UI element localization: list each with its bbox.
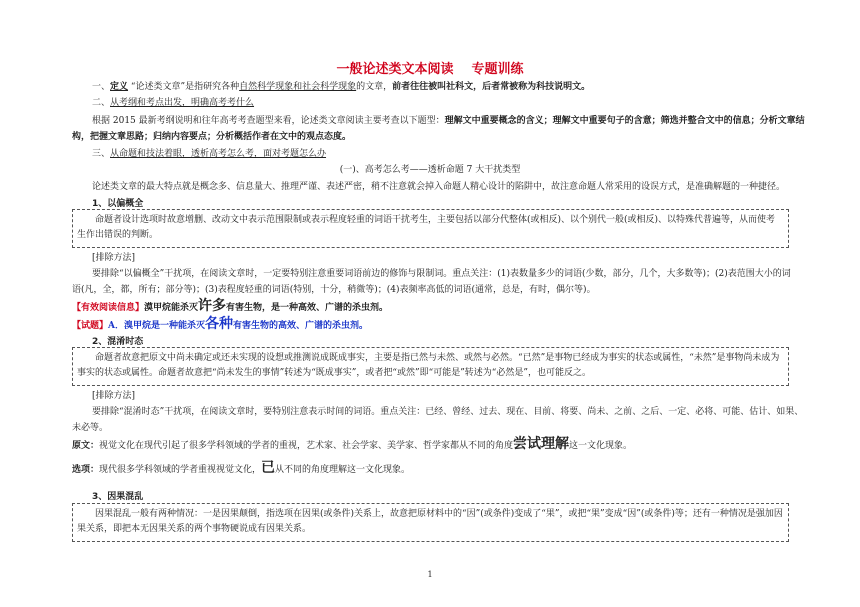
- section-2-heading: [92, 97, 254, 110]
- example-emphasis: 各种: [205, 316, 233, 332]
- example-text-2: 有害生物的高效、广谱的杀虫剂。: [233, 321, 369, 331]
- section-3-heading: [92, 148, 326, 161]
- definition-text-2: 的文章，: [356, 82, 393, 92]
- option-emphasis: 已: [261, 460, 276, 476]
- method-text-1b: 语(凡，全，都，所有；部分等)；(3)表程度轻重的词语(特别，十分，稍微等)；(4)表频率高低的词语(通常，总是，有时，偶尔等)。: [72, 285, 596, 295]
- original-content-2: 这一文化现象。: [569, 441, 633, 451]
- title-main: 一般论述类文本阅读: [336, 62, 454, 77]
- section-number: 二、: [92, 98, 111, 108]
- section-3-title: 从命题和技法着眼，透析高考怎么考，面对考题怎么办: [110, 149, 327, 159]
- definition-text: “论述类文章”是指研究各种: [130, 82, 240, 92]
- example-emphasis: 许多: [198, 298, 227, 314]
- section-1-definition: [92, 81, 590, 94]
- heading-partial-for-whole: 1、以偏概全: [92, 199, 144, 209]
- para-bold: 理解文中重要概念的含义；理解文中重要句子的含意；筛选并整合文中的信息；分析文章结: [444, 116, 805, 126]
- example-tag: 【试题】: [72, 321, 109, 331]
- section-2-title: 从考纲和考点出发，明确高考考什么: [110, 98, 255, 108]
- original-content: 视觉文化在现代引起了很多学科领域的学者的重视，艺术家、社会学家、美学家、哲学家都从不同的角度: [99, 441, 514, 451]
- option-content: 现代很多学科领域的学者重视视觉文化，: [99, 465, 262, 475]
- original-label: 原文：: [72, 441, 100, 451]
- example-text-2: 有害生物，是一种高效、广谱的杀虫剂。: [226, 303, 389, 313]
- title-sub: 专题训练: [471, 62, 524, 77]
- example-tag: 【有效阅读信息】: [72, 303, 145, 313]
- original-emphasis: 尝试理解: [513, 436, 570, 452]
- section-2-para-line1: [92, 115, 805, 128]
- box-text: 命题者设计选项时故意增删、改动文中表示范围限制或表示程度轻重的词语干扰考生，主要包括以部分代整体(或相反)、以个别代一般(或相反)、以特殊代普遍等，从而使考生作出错误的判断。: [77, 215, 776, 240]
- box-confused-tense: [72, 347, 789, 386]
- para-text: 根据 2015 最新考纲说明和往年高考考查题型来看，论述类文章阅读主要考查以下题型：: [92, 116, 445, 126]
- method-label-2: [排除方法]: [92, 391, 136, 401]
- definition-underlined: 自然科学现象和社会科学现象: [239, 82, 357, 92]
- method-label-1: [排除方法]: [92, 253, 136, 263]
- section-2-para-line2: 构，把握文章思路；归纳内容要点；分析概括作者在文中的观点态度。: [72, 132, 352, 142]
- definition-bold: 前者往往被叫社科文，后者常被称为科技说明文。: [392, 82, 591, 92]
- section-number: 三、: [92, 149, 111, 159]
- example-text: 漠甲烷能杀灭: [144, 303, 199, 313]
- box-text: 因果混乱一般有两种情况：一是因果颠倒，指选项在因果(或条件)关系上，故意把原材料中的“因”(或条件)变成了“果”，或把“果”变成“因”(或条件)等；还有一种情况是强加因果关系，即把本无因果关系的两个事物硬说成有因果关系。: [77, 509, 783, 534]
- box-partial-for-whole: [72, 209, 789, 248]
- page-number: 1: [427, 570, 433, 579]
- definition-label: 定义: [110, 82, 129, 92]
- option-content-2: 从不同的角度理解这一文化现象。: [275, 465, 411, 475]
- heading-confused-tense: 2、混淆时态: [92, 337, 144, 347]
- heading-causal-confusion: 3、因果混乱: [92, 492, 144, 502]
- box-text: 命题者故意把原文中尚未确定或还未实现的设想或推测说成既成事实，主要是指已然与未然、或然与必然。“已然”是事物已经成为事实的状态或属性，“未然”是事物尚未成为事实的状态或属性。命题者故意把“尚未发生的事情”转述为“既成事实”，或者把“或然”即“可能是”转述为“必然是”，也可能反之。: [77, 353, 780, 378]
- method-text-2a: 要排除“混淆时态”干扰项，在阅读文章时，要特别注意表示时间的词语。重点关注：已经、曾经、过去、现在、目前、将要、尚未、之前、之后、一定、必将、可能、估计、如果、: [92, 407, 804, 417]
- intro-paragraph: 论述类文章的最大特点就是概念多、信息量大、推理严谨、表述严密，稍不注意就会掉入命题人精心设计的陷阱中，故注意命题人常采用的设误方式，是准确解题的一种捷径。: [92, 182, 786, 192]
- document-title: [0, 62, 860, 78]
- subheading: (一)、高考怎么考——透析命题 7 大干扰类型: [339, 165, 521, 175]
- original-text: [72, 438, 632, 453]
- box-causal-confusion: [72, 503, 789, 542]
- option-label: 选项：: [72, 465, 100, 475]
- example-test-item: [72, 318, 368, 333]
- method-text-2b: 未必等。: [72, 423, 109, 433]
- example-effective-info: [72, 300, 388, 315]
- option-text: [72, 462, 410, 477]
- section-number: 一、: [92, 82, 111, 92]
- method-text-1a: 要排除“以偏概全”干扰项，在阅读文章时，一定要特别注意重要词语前边的修饰与限制词。重点关注：(1)表数量多少的词语(少数，部分，几个，大多数等)；(2)表范围大小的词: [92, 269, 791, 279]
- example-text: A．溴甲烷是一种能杀灭: [108, 321, 205, 331]
